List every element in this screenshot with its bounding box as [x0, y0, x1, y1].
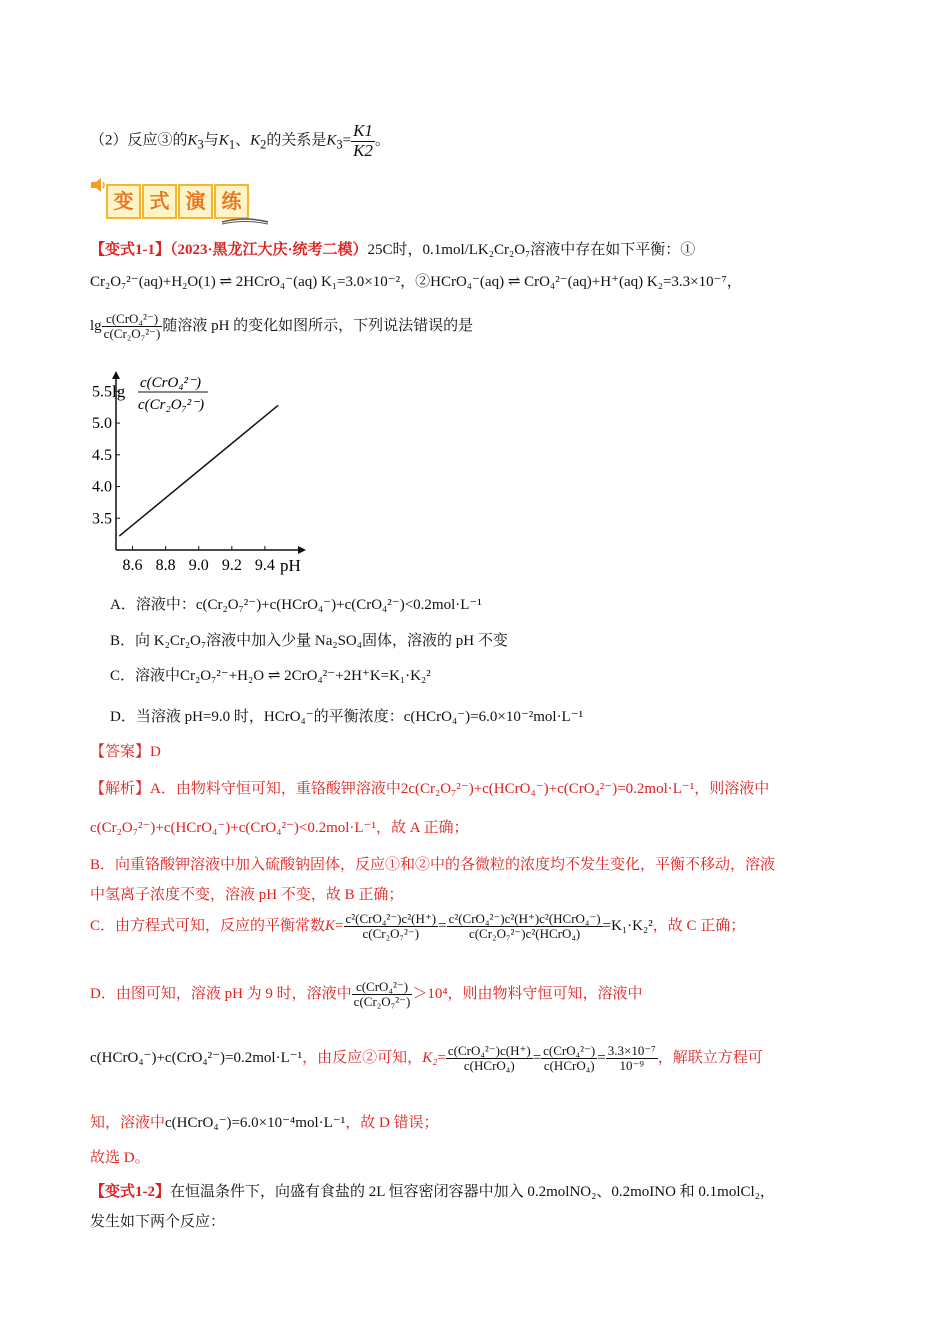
analysis-c-line	[90, 912, 745, 942]
relation-end: 。	[374, 132, 390, 149]
analysis-c-prefix: C．由方程式可知，反应的平衡常数	[90, 918, 326, 935]
y-tick-label: 4.5	[92, 446, 112, 464]
y-axis-arrow	[112, 371, 120, 379]
y-axis-label-prefix: lg	[112, 382, 126, 401]
analysis-d2-left: c(HCrO₄⁻)+c(CrO₄²⁻)=0.2mol·L⁻¹	[90, 1050, 303, 1067]
k1-over-k2	[351, 122, 375, 160]
k3-sub: 3	[197, 137, 204, 152]
x-tick-label: 9.4	[254, 557, 275, 574]
k1-sub: 1	[228, 137, 236, 152]
question-stem: 随溶液 pH 的变化如图所示，下列说法错误的是	[162, 318, 474, 335]
analysis-d2-eq3: =	[597, 1050, 606, 1067]
option-d: D．当溶液 pH=9.0 时，HCrO₄⁻的平衡浓度：c(HCrO₄⁻)=6.0×10⁻²mol·L⁻¹	[110, 709, 584, 725]
x-axis-arrow	[298, 546, 306, 554]
d2-f2-num: c(CrO₄²⁻)	[543, 1043, 596, 1058]
analysis-c-eq2: =	[438, 918, 447, 935]
analysis-c-k: K	[325, 918, 336, 935]
analysis-c-end: ，故 C 正确；	[652, 918, 746, 935]
analysis-d-frac	[352, 980, 413, 1010]
y-axis-label-num: c(CrO₄²⁻)	[140, 375, 201, 391]
answer-line: 【答案】D	[90, 744, 161, 760]
analysis-d2-k: K₂	[422, 1050, 438, 1067]
c-f2-num: c²(CrO₄²⁻)c²(H⁺)c²(HCrO₄⁻)	[448, 911, 601, 926]
analysis-a-line1: 【解析】A．由物料守恒可知，重铬酸钾溶液中2c(Cr₂O₇²⁻)+c(HCrO₄⁻)+c(CrO₄²⁻)=0.2mol·L⁻¹，则溶液中	[90, 781, 770, 797]
relation-and: 与	[203, 132, 219, 149]
analysis-d-line3	[90, 1111, 439, 1132]
question-1-2-line1	[90, 1180, 775, 1201]
analysis-b-line2: 中氢离子浓度不变，溶液 pH 不变，故 B 正确；	[90, 887, 404, 903]
lg-vs-ph-chart	[80, 365, 320, 580]
d2-f2-den: c(HCrO₄)	[543, 1058, 595, 1074]
question-tag: 【变式1-1】	[90, 242, 170, 258]
analysis-d3-value: c(HCrO₄⁻)=6.0×10⁻⁴mol·L⁻¹	[165, 1115, 346, 1131]
x-tick-label: 9.2	[221, 557, 242, 574]
analysis-d2-mid: ，由反应②可知，	[302, 1050, 423, 1067]
c-f1-den: c(Cr₂O₇²⁻)	[362, 926, 420, 942]
d-den: c(Cr₂O₇²⁻)	[353, 994, 411, 1010]
frac-den: K2	[353, 140, 373, 160]
analysis-d2-eq2: =	[532, 1050, 542, 1067]
analysis-d2-frac2	[541, 1044, 597, 1074]
analysis-c-frac1	[344, 912, 439, 942]
analysis-d2-frac1	[446, 1044, 533, 1074]
option-b: B．向 K₂Cr₂O₇溶液中加入少量 Na₂SO₄固体，溶液的 pH 不变	[110, 633, 508, 649]
lg-den: c(Cr₂O₇²⁻)	[103, 326, 161, 342]
analysis-c-frac2	[447, 912, 603, 942]
k3-lhs: K	[326, 132, 337, 149]
y-tick-label: 4.0	[92, 478, 112, 496]
analysis-d-prefix: D．由图可知，溶液 pH 为 9 时，溶液中	[90, 986, 352, 1003]
question-text: 25C时，0.1mol/LK₂Cr₂O₇溶液中存在如下平衡：①	[367, 242, 696, 258]
d2-f1-den: c(HCrO₄)	[463, 1058, 515, 1074]
series-line	[119, 405, 278, 536]
x-axis-label: pH	[280, 556, 301, 575]
k3-symbol: K	[187, 132, 198, 149]
question-1-2-line2: 发生如下两个反应：	[90, 1214, 226, 1230]
question-1-1-header	[90, 238, 695, 259]
d2-f3-den: 10⁻⁹	[619, 1058, 644, 1074]
y-tick-label: 3.5	[92, 510, 112, 528]
y-tick-label: 5.0	[92, 415, 112, 433]
analysis-d-gt: ＞10⁴，则由物料守恒可知，溶液中	[412, 986, 643, 1003]
analysis-c-eq: =	[335, 918, 344, 935]
x-tick-label: 8.8	[155, 557, 176, 574]
d2-f1-num: c(CrO₄²⁻)c(H⁺)	[447, 1043, 531, 1058]
relation-eq: =	[342, 132, 352, 149]
analysis-d-line1	[90, 980, 643, 1010]
analysis-d-line2	[90, 1044, 763, 1074]
section-banner	[90, 178, 270, 224]
question-1-2-text: 在恒温条件下，向盛有食盐的 2L 恒容密闭容器中加入 0.2molNO₂、0.2moINO 和 0.1molCl₂，	[170, 1184, 775, 1200]
c-f1-num: c²(CrO₄²⁻)c²(H⁺)	[345, 911, 437, 926]
relation-sep: 、	[235, 132, 251, 149]
x-tick-label: 8.6	[122, 557, 143, 574]
book-icon	[220, 216, 270, 226]
q2-relation-line	[90, 122, 390, 160]
option-c: C．溶液中Cr₂O₇²⁻+H₂O ⇌ 2CrO₄²⁻+2H⁺K=K₁·K₂²	[110, 668, 431, 684]
question-lg-line	[90, 312, 473, 342]
analysis-final: 故选 D。	[90, 1150, 150, 1166]
banner-char-3: 演	[178, 184, 213, 219]
k2-sub: 2	[260, 137, 267, 152]
analysis-d2-eq: =	[437, 1050, 446, 1067]
lg-fraction	[102, 312, 163, 342]
analysis-d2-frac3	[606, 1044, 658, 1074]
k1-symbol: K	[218, 132, 229, 149]
x-tick-label: 9.0	[188, 557, 209, 574]
banner-char-4: 练	[214, 184, 249, 219]
analysis-d2-end: ，解联立方程可	[657, 1050, 763, 1067]
analysis-d3-end: ，故 D 错误；	[345, 1115, 439, 1131]
question-source: （2023·黑龙江大庆·统考二模）	[170, 242, 368, 258]
analysis-c-eq3: =	[602, 918, 612, 935]
equilibrium-equations: Cr₂O₇²⁻(aq)+H₂O(1) ⇌ 2HCrO₄⁻(aq) K₁=3.0×10⁻²，②HCrO₄⁻(aq) ⇌ CrO₄²⁻(aq)+H⁺(aq) K₂=3.3×10⁻⁷，	[90, 274, 742, 290]
y-tick-label: 5.5	[92, 383, 112, 401]
banner-char-1: 变	[106, 184, 141, 219]
option-a: A．溶液中：c(Cr₂O₇²⁻)+c(HCrO₄⁻)+c(CrO₄²⁻)<0.2mol·L⁻¹	[110, 597, 482, 613]
y-axis-label-den: c(Cr₂O₇²⁻)	[138, 397, 205, 413]
analysis-b-line1: B．向重铬酸钾溶液中加入硫酸钠固体，反应①和②中的各微粒的浓度均不发生变化，平衡不移动，溶液	[90, 857, 776, 873]
frac-num: K1	[353, 121, 373, 140]
question-1-2-tag: 【变式1-2】	[90, 1184, 170, 1200]
lg-prefix: lg	[90, 318, 102, 335]
analysis-c-result: K₁·K₂²	[611, 918, 653, 935]
analysis-d3-prefix: 知，溶液中	[90, 1115, 166, 1131]
relation-mid: 的关系是	[266, 132, 327, 149]
k3-lhs-sub: 3	[336, 137, 343, 152]
d-num: c(CrO₄²⁻)	[352, 980, 413, 995]
banner-char-2: 式	[142, 184, 177, 219]
c-f2-den: c(Cr₂O₇²⁻)c²(HCrO₄)	[468, 926, 581, 942]
speaker-icon	[90, 178, 106, 192]
relation-prefix: （2）反应③的	[90, 132, 188, 149]
lg-num: c(CrO₄²⁻)	[102, 312, 163, 327]
d2-f3-num: 3.3×10⁻⁷	[607, 1043, 656, 1058]
analysis-a-line2: c(Cr₂O₇²⁻)+c(HCrO₄⁻)+c(CrO₄²⁻)<0.2mol·L⁻¹，故 A 正确；	[90, 820, 469, 836]
k2-symbol: K	[250, 132, 261, 149]
